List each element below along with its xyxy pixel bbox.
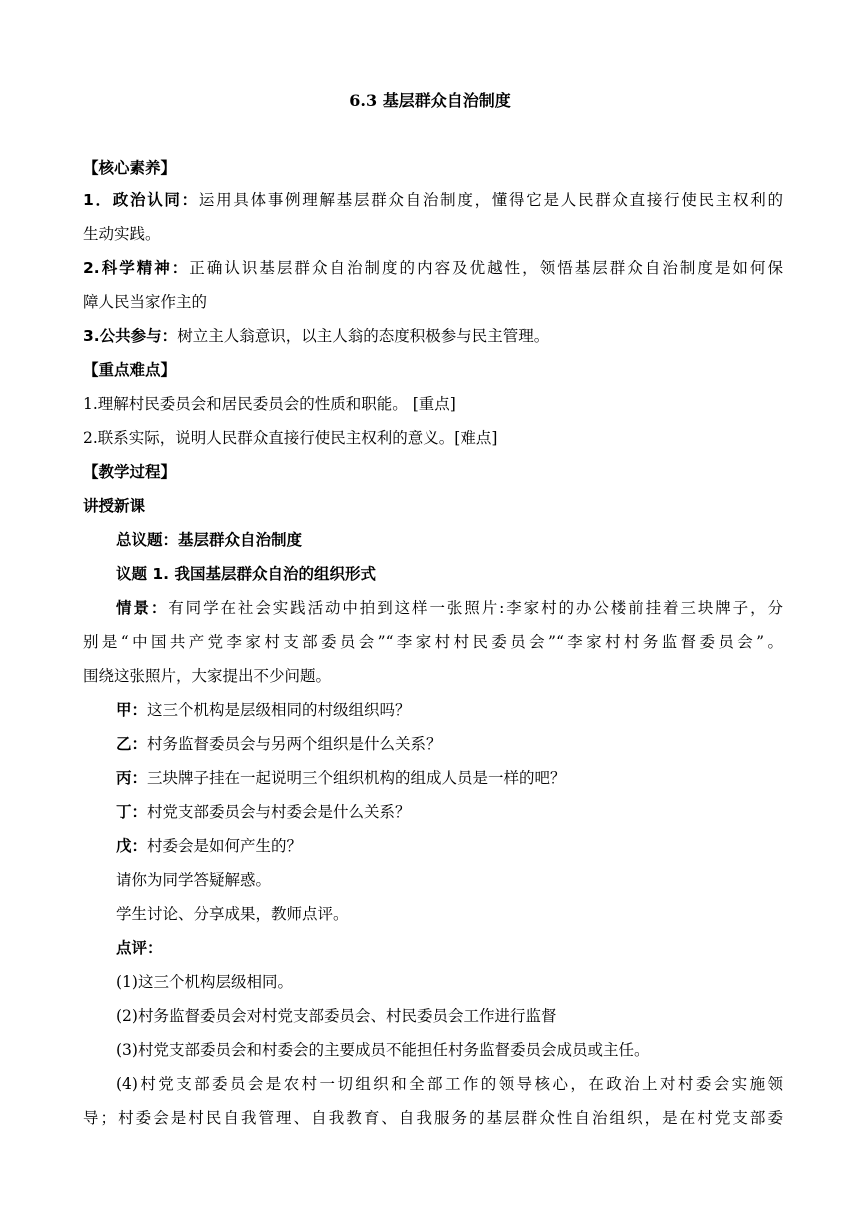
scene-line-3: 围绕这张照片，大家提出不少问题。 <box>83 667 332 685</box>
ask-line: 请你为同学答疑解惑。 <box>116 871 272 889</box>
scene-line-1: 情景：有同学在社会实践活动中拍到这样一张照片:李家村的办公楼前挂着三块牌子，分 <box>116 599 783 617</box>
section-heading-core: 【核心素养】 <box>83 159 177 177</box>
question-5: 戊：村委会是如何产生的？ <box>116 837 303 855</box>
comment-4: (4)村党支部委员会是农村一切组织和全部工作的领导核心，在政治上对村委会实施领 <box>116 1075 783 1093</box>
question-1: 甲：这三个机构是层级相同的村级组织吗？ <box>116 701 411 719</box>
core-label: 1．政治认同： <box>83 191 199 209</box>
key-item-1: 1.理解村民委员会和居民委员会的性质和职能。 [重点] <box>83 395 456 413</box>
core-item-3 <box>83 325 783 347</box>
section-heading-process: 【教学过程】 <box>83 463 177 481</box>
question-4: 丁：村党支部委员会与村委会是什么关系？ <box>116 803 411 821</box>
question-3: 丙：三块牌子挂在一起说明三个组织机构的组成人员是一样的吧？ <box>116 769 566 787</box>
question-2: 乙：村务监督委员会与另两个组织是什么关系？ <box>116 735 442 753</box>
topic-1: 议题 1. 我国基层群众自治的组织形式 <box>116 565 376 583</box>
key-item-2: 2.联系实际，说明人民群众直接行使民主权利的意义。[难点] <box>83 429 498 447</box>
core-label: 3.公共参与： <box>83 327 178 345</box>
main-topic: 总议题：基层群众自治制度 <box>116 531 303 549</box>
core-item-2-cont: 障人民当家作主的 <box>83 293 208 311</box>
core-text: 正确认识基层群众自治制度的内容及优越性，领悟基层群众自治制度是如何保 <box>189 259 783 277</box>
comment-4-cont: 导；村委会是村民自我管理、自我教育、自我服务的基层群众性自治组织，是在村党支部委 <box>83 1109 783 1127</box>
discuss-line: 学生讨论、分享成果，教师点评。 <box>116 905 349 923</box>
comment-3: (3)村党支部委员会和村委会的主要成员不能担任村务监督委员会成员或主任。 <box>116 1041 650 1059</box>
comment-2: (2)村务监督委员会对村党支部委员会、村民委员会工作进行监督 <box>116 1007 557 1025</box>
core-item-2 <box>83 257 783 279</box>
core-text: 运用具体事例理解基层群众自治制度，懂得它是人民群众直接行使民主权利的 <box>198 191 783 209</box>
section-heading-key: 【重点难点】 <box>83 361 177 379</box>
comment-label: 点评： <box>116 939 163 957</box>
scene-line-2: 别是“中国共产党李家村支部委员会”“李家村村民委员会”“李家村村务监督委员会”。 <box>83 633 783 651</box>
doc-title: 6.3 基层群众自治制度 <box>349 91 511 110</box>
core-item-1 <box>83 189 783 211</box>
scene-label: 情景： <box>116 599 169 617</box>
core-text: 树立主人翁意识，以主人翁的态度积极参与民主管理。 <box>177 327 550 345</box>
lecture-heading: 讲授新课 <box>83 497 146 515</box>
core-item-1-cont: 生动实践。 <box>83 225 161 243</box>
comment-1: (1)这三个机构层级相同。 <box>116 973 293 991</box>
core-label: 2.科学精神： <box>83 259 190 277</box>
